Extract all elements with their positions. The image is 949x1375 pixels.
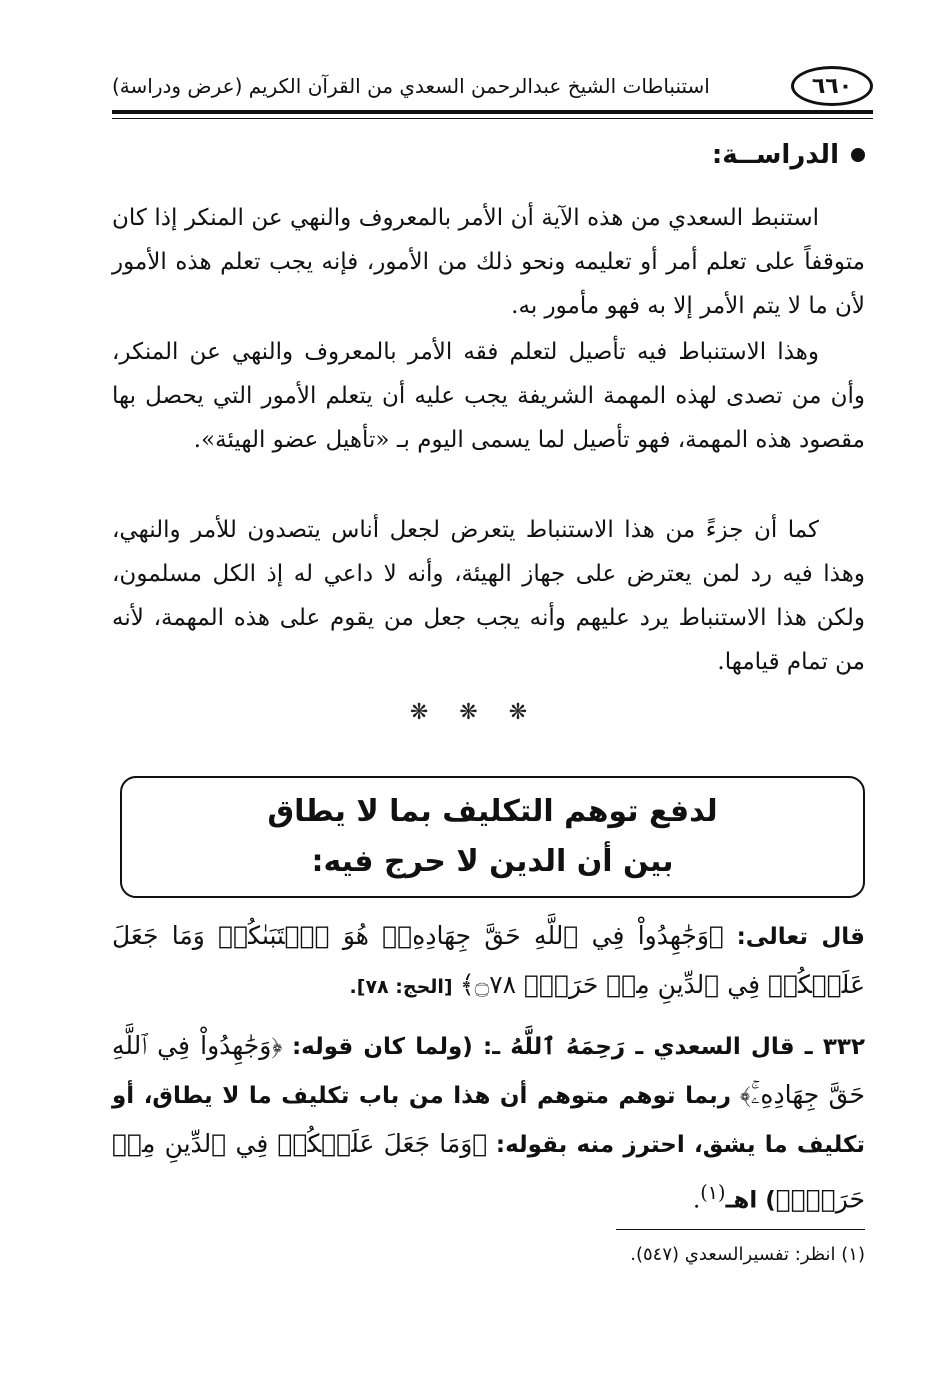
section-heading <box>712 140 865 170</box>
footnote: (١) انظر: تفسيرالسعدي (٥٤٧). <box>630 1244 865 1265</box>
section-heading-text: الدراســة: <box>711 140 839 170</box>
quote-verse-1: ﴿وَجَٰهِدُواْ فِي ٱللَّهِ حَقَّ جِهَادِهِۦۚ﴾ <box>112 1031 865 1109</box>
section-separator: ❋ ❋ ❋ <box>409 700 540 725</box>
quran-verse: ﴿وَجَٰهِدُواْ فِي ٱللَّهِ حَقَّ جِهَادِهِۦۚ هُوَ ٱجۡتَبَىٰكُمۡ وَمَا جَعَلَ عَلَيۡكُمۡ فِي ٱلدِّينِ مِنۡ حَرَجٖۚ ۝٧٨﴾ <box>112 921 865 999</box>
page-header <box>112 62 873 106</box>
header-rule-thin <box>112 118 873 119</box>
quote-middle: ربما توهم متوهم أن هذا من باب تكليف ما لا يطاق، أو تكليف ما يشق، احترز منه بقوله: <box>112 1083 866 1158</box>
quote-end: ) اهـ <box>725 1187 776 1214</box>
footnote-rule <box>616 1229 865 1230</box>
verse-intro: قال تعالى: <box>736 924 865 950</box>
topic-title-line-1: لدفع توهم التكليف بما لا يطاق <box>267 794 718 829</box>
topic-title-line-2: بين أن الدين لا حرج فيه: <box>311 844 674 879</box>
verse-block <box>112 912 865 1011</box>
quote-lead: ٣٣٢ ـ قال السعدي ـ رَحِمَهُ ٱللَّهُ ـ: (ولما كان قوله: <box>291 1034 865 1060</box>
header-rule-thick <box>112 110 873 114</box>
footnote-marker: (١) <box>700 1181 726 1204</box>
quote-332: ٣٣٢ ـ قال السعدي ـ رَحِمَهُ ٱللَّهُ ـ: (ولما كان قوله: ﴿وَجَٰهِدُواْ فِي ٱللَّهِ حَقَّ جِهَادِهِۦۚ﴾ ربما توهم متوهم أن هذا من باب تكليف ما لا يطاق، أو تكليف ما يشق، احترز منه بقوله: ﴿وَمَا جَعَلَ عَلَيۡكُمۡ فِي ٱلدِّينِ مِنۡ حَرَجٖۚ﴾) اهـ$^{(١)}$. <box>112 1031 866 1214</box>
paragraph-2: وهذا الاستنباط فيه تأصيل لتعلم فقه الأمر بالمعروف والنهي عن المنكر، وأن من تصدى لهذه المهمة الشريفة يجب عليه أن يتعلم الأمور التي يحصل بها مقصود هذه المهمة، فهو تأصيل لما يسمى اليوم بـ «تأهيل عضو الهيئة». <box>112 339 865 453</box>
bullet-icon <box>851 148 865 162</box>
paragraph-1: استنبط السعدي من هذه الآية أن الأمر بالمعروف والنهي عن المنكر إذا كان متوقفاً على تعلم أمر أو تعليمه ونحو ذلك من الأمور، فإنه يجب تعلم هذه الأمور لأن ما لا يتم الأمر إلا به فهو مأمور به. <box>112 205 865 319</box>
verse-reference: [الحج: ٧٨]. <box>349 976 453 998</box>
paragraph-3: كما أن جزءً من هذا الاستنباط يتعرض لجعل أناس يتصدون للأمر والنهي، وهذا فيه رد لمن يعترض على جهاز الهيئة، وأنه لا داعي له إذ الكل مسلمون، ولكن هذا الاستنباط يرد عليهم وأنه يجب جعل من يقوم على هذه المهمة، لأنه من تمام قيامها. <box>112 517 865 675</box>
topic-title-box <box>120 776 865 898</box>
page-number: ٦٦٠ <box>791 66 873 106</box>
running-title: استنباطات الشيخ عبدالرحمن السعدي من القرآن الكريم (عرض ودراسة) <box>112 74 710 98</box>
quote-verse-2: ﴿وَمَا جَعَلَ عَلَيۡكُمۡ فِي ٱلدِّينِ مِنۡ حَرَجٖۚ﴾ <box>112 1129 865 1214</box>
